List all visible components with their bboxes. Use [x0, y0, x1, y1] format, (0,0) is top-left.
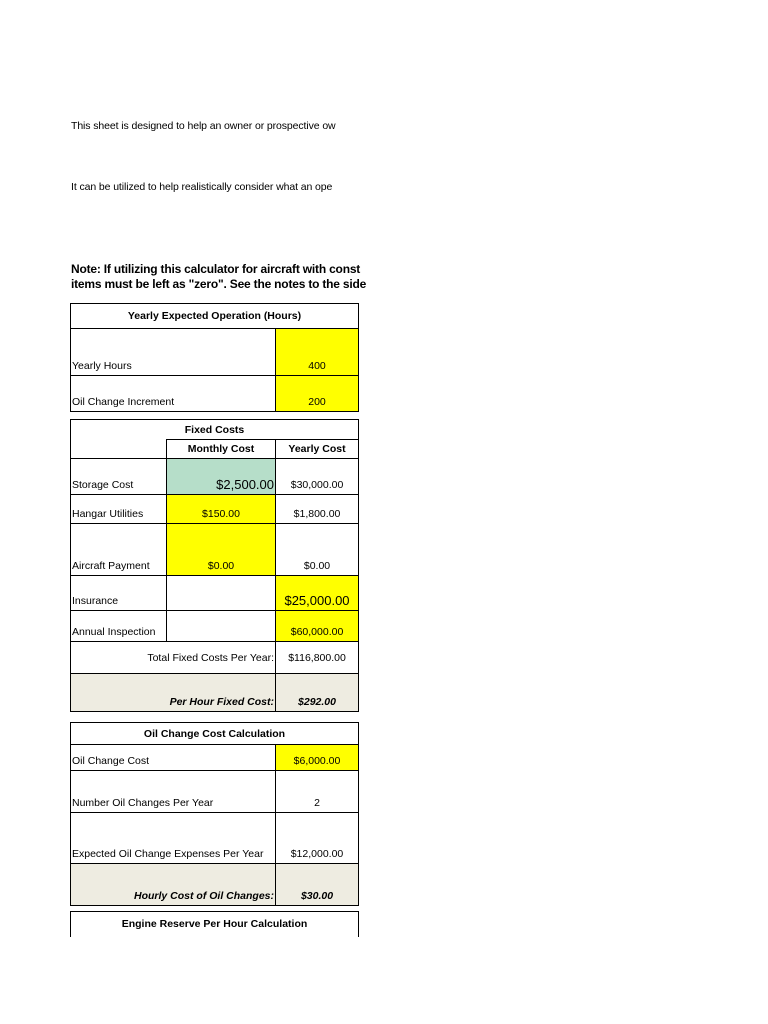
oil-change-title: Oil Change Cost Calculation — [71, 723, 359, 745]
insurance-yearly-input[interactable]: $25,000.00 — [276, 576, 359, 611]
oil-change-increment-label: Oil Change Increment — [71, 376, 276, 412]
oil-change-cost-label: Oil Change Cost — [71, 745, 276, 771]
oil-changes-per-year-label: Number Oil Changes Per Year — [71, 771, 276, 813]
oil-change-cost-input[interactable]: $6,000.00 — [276, 745, 359, 771]
monthly-cost-header: Monthly Cost — [167, 440, 276, 459]
yearly-hours-input[interactable]: 400 — [276, 329, 359, 376]
storage-cost-label: Storage Cost — [71, 459, 167, 495]
hangar-utilities-yearly: $1,800.00 — [276, 495, 359, 524]
hangar-utilities-monthly-input[interactable]: $150.00 — [167, 495, 276, 524]
hourly-oil-change-cost-label: Hourly Cost of Oil Changes: — [71, 864, 276, 906]
total-fixed-costs-label: Total Fixed Costs Per Year: — [71, 642, 276, 674]
engine-reserve-table — [70, 911, 359, 937]
fixed-costs-empty-header — [71, 440, 167, 459]
note-line-1: Note: If utilizing this calculator for aircraft with const — [71, 262, 361, 276]
intro-line-1: This sheet is designed to help an owner or prospective ow — [71, 120, 336, 132]
annual-inspection-yearly-input[interactable]: $60,000.00 — [276, 611, 359, 642]
oil-change-table — [70, 722, 359, 906]
hangar-utilities-label: Hangar Utilities — [71, 495, 167, 524]
oil-changes-per-year-value: 2 — [276, 771, 359, 813]
aircraft-payment-monthly-input[interactable]: $0.00 — [167, 524, 276, 576]
insurance-label: Insurance — [71, 576, 167, 611]
yearly-operation-title: Yearly Expected Operation (Hours) — [71, 304, 359, 329]
oil-change-increment-input[interactable]: 200 — [276, 376, 359, 412]
fixed-costs-title: Fixed Costs — [71, 420, 359, 440]
annual-inspection-monthly-empty — [167, 611, 276, 642]
yearly-operation-table — [70, 303, 359, 412]
hourly-oil-change-cost-value: $30.00 — [276, 864, 359, 906]
aircraft-payment-yearly: $0.00 — [276, 524, 359, 576]
storage-cost-monthly-input[interactable]: $2,500.00 — [167, 459, 276, 495]
per-hour-fixed-cost-label: Per Hour Fixed Cost: — [71, 674, 276, 712]
oil-change-expenses-value: $12,000.00 — [276, 813, 359, 864]
per-hour-fixed-cost-value: $292.00 — [276, 674, 359, 712]
total-fixed-costs-value: $116,800.00 — [276, 642, 359, 674]
intro-line-2: It can be utilized to help realistically consider what an ope — [71, 181, 333, 193]
yearly-cost-header: Yearly Cost — [276, 440, 359, 459]
fixed-costs-table — [70, 419, 359, 712]
annual-inspection-label: Annual Inspection — [71, 611, 167, 642]
yearly-hours-label: Yearly Hours — [71, 329, 276, 376]
oil-change-expenses-label: Expected Oil Change Expenses Per Year — [71, 813, 276, 864]
aircraft-payment-label: Aircraft Payment — [71, 524, 167, 576]
note-line-2: items must be left as "zero". See the notes to the side — [71, 277, 367, 291]
engine-reserve-title: Engine Reserve Per Hour Calculation — [71, 912, 359, 937]
spreadsheet-visible-area — [0, 0, 368, 1024]
storage-cost-yearly: $30,000.00 — [276, 459, 359, 495]
insurance-monthly-empty — [167, 576, 276, 611]
